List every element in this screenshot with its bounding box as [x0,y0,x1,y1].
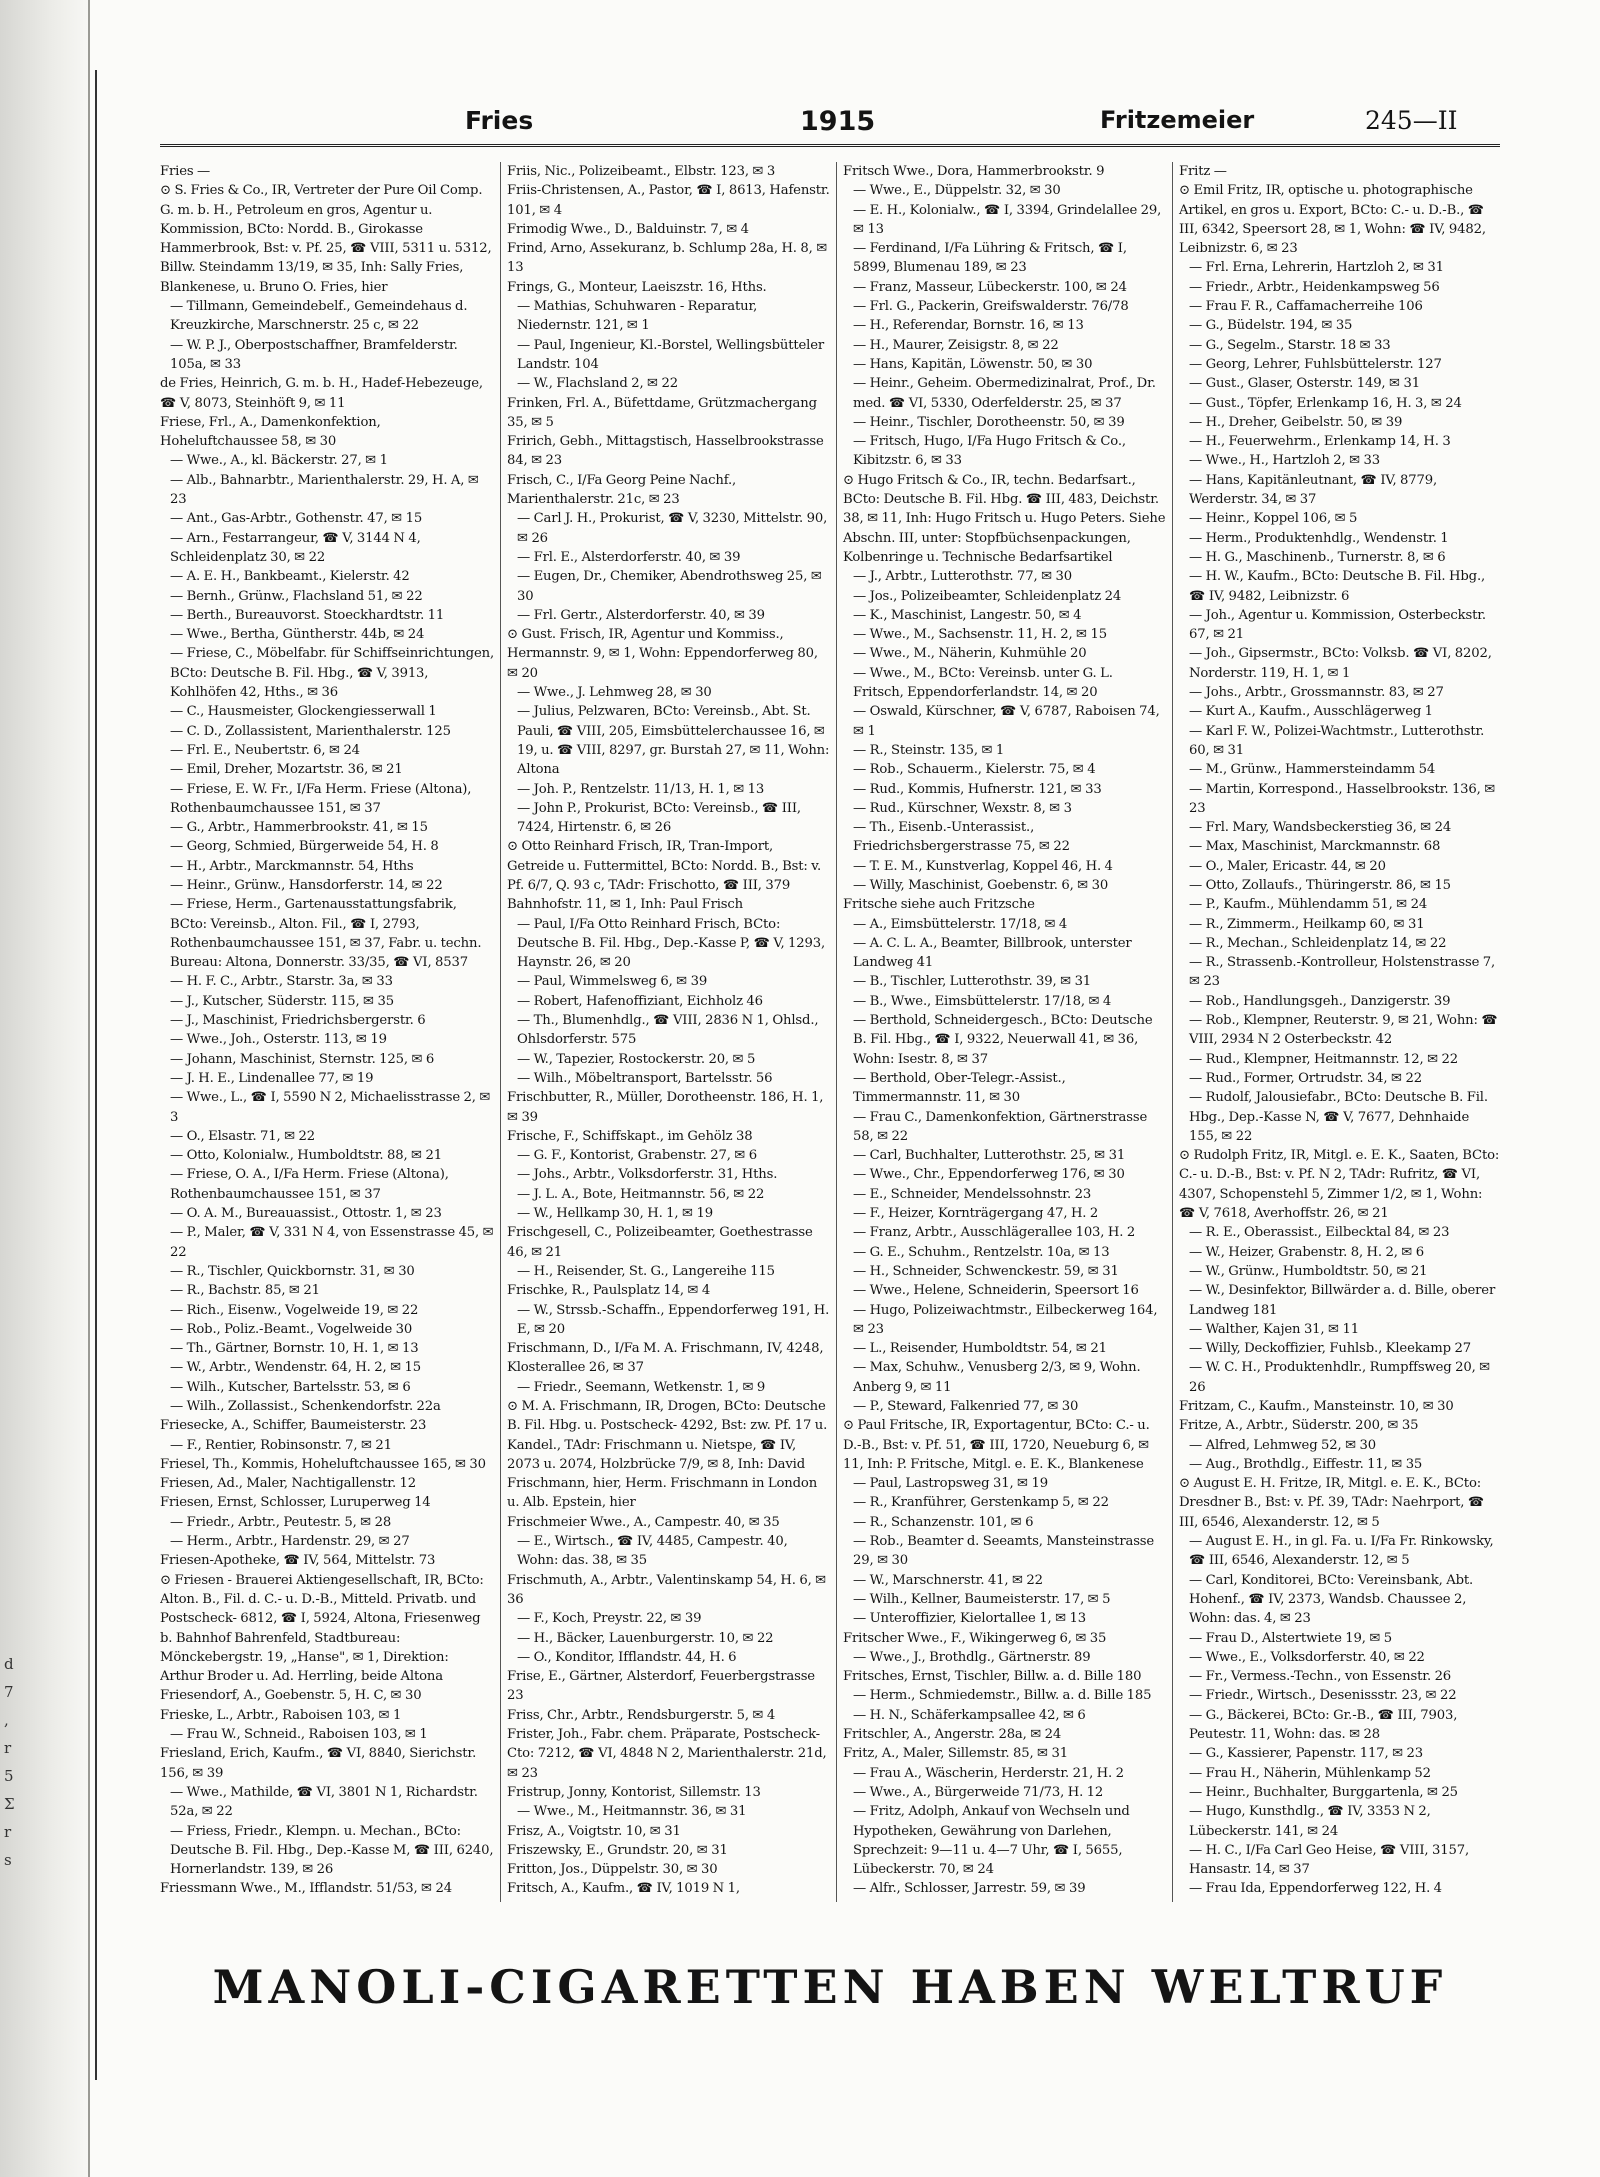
directory-entry: — A. C. L. A., Beamter, Billbrook, unterster Landweg 41 [853,935,1132,971]
directory-entry: — Hugo, Kunsthdlg., ☎ IV, 3353 N 2, Lübeckerstr. 141, ✉ 24 [1189,1804,1431,1839]
binding-rule [95,70,97,2080]
directory-entry: Frischmeier Wwe., A., Campestr. 40, ✉ 35 [507,1514,780,1530]
directory-entry: — Gust., Glaser, Osterstr. 149, ✉ 31 [1189,376,1420,392]
directory-entry: — Frau C., Damenkonfektion, Gärtnerstrasse 58, ✉ 22 [853,1109,1148,1144]
directory-entry: — Th., Gärtner, Bornstr. 10, H. 1, ✉ 13 [170,1341,419,1357]
directory-entry: — R., Bachstr. 85, ✉ 21 [170,1283,320,1299]
directory-entry: Fritsch, A., Kaufm., ☎ IV, 1019 N 1, [507,1881,740,1897]
directory-entry: Fritsche siehe auch Fritzsche [843,897,1035,913]
directory-entry: — H., Maurer, Zeisigstr. 8, ✉ 22 [853,337,1059,353]
directory-entry: — H. G., Maschinenb., Turnerstr. 8, ✉ 6 [1189,549,1446,565]
directory-entry: — Emil, Dreher, Mozartstr. 36, ✉ 21 [170,762,403,778]
directory-page [160,100,1500,2090]
directory-entry: — Berthold, Schneidergesch., BCto: Deutsche B. Fil. Hbg., ☎ I, 9322, Neuerwall 41, ✉ 36, Wohn: Isestr. 8, ✉ 37 [853,1013,1153,1067]
directory-entry: — Alb., Bahnarbtr., Marienthalerstr. 29, H. A, ✉ 23 [170,472,479,508]
directory-entry: — Julius, Pelzwaren, BCto: Vereinsb., Abt. St. Pauli, ☎ VIII, 205, Eimsbüttelerchaussee 16, ✉ 19, u. ☎ VIII, 8297, gr. Burstah 27, ✉ 11, Wohn: Altona [517,704,830,778]
directory-entry: Frings, G., Monteur, Laeiszstr. 16, Hths. [507,279,767,295]
directory-entry: — Ant., Gas-Arbtr., Gothenstr. 47, ✉ 15 [170,511,423,527]
directory-entry: — Wwe., J. Lehmweg 28, ✉ 30 [517,685,712,701]
column-1 [160,162,494,1902]
directory-entry: — Gust., Töpfer, Erlenkamp 16, H. 3, ✉ 24 [1189,395,1462,411]
directory-entry: — Aug., Brothdlg., Eiffestr. 11, ✉ 35 [1189,1456,1423,1472]
directory-entry: ⊙ Otto Reinhard Frisch, IR, Tran-Import, Getreide u. Futtermittel, BCto: Nordd. B., Bst: v. Pf. 6/7, Q. 93 c, TAdr: Frischotto, ☎ III, 379 Bahnhofstr. 11, ✉ 1, Inh: Paul Frisch [507,839,822,913]
directory-entry: — Th., Blumenhdlg., ☎ VIII, 2836 N 1, Ohlsd., Ohlsdorferstr. 575 [517,1013,819,1048]
directory-entry: — Wwe., M., Näherin, Kuhmühle 20 [853,646,1087,662]
directory-entry: Frischmuth, A., Arbtr., Valentinskamp 54, H. 6, ✉ 36 [507,1572,827,1607]
directory-entry: — Joh., Agentur u. Kommission, Osterbeckstr. 67, ✉ 21 [1189,607,1486,643]
directory-entry: — Karl F. W., Polizei-Wachtmstr., Lutterothstr. 60, ✉ 31 [1189,723,1485,758]
directory-entry: — Berthold, Ober-Telegr.-Assist., Timmermannstr. 11, ✉ 30 [853,1070,1066,1106]
directory-entry: ⊙ Emil Fritz, IR, optische u. photographische Artikel, en gros u. Export, BCto: C.- u. D.-B., ☎ III, 6342, Speersort 28, ✉ 1, Wohn: ☎ IV, 9482, Leibnizstr. 6, ✉ 23 [1179,183,1486,257]
directory-entry: — Mathias, Schuhwaren - Reparatur, Niedernstr. 121, ✉ 1 [517,299,758,334]
directory-entry: Friesland, Erich, Kaufm., ☎ VI, 8840, Sierichstr. 156, ✉ 39 [160,1746,477,1781]
margin-char: d [4,1655,14,1673]
directory-entry: — O., Elsastr. 71, ✉ 22 [170,1128,316,1144]
directory-entry: — W., Arbtr., Wendenstr. 64, H. 2, ✉ 15 [170,1360,422,1376]
directory-entry: — Wwe., M., Heitmannstr. 36, ✉ 31 [517,1804,747,1820]
directory-entry: — Frau Ida, Eppendorferweg 122, H. 4 [1189,1881,1442,1897]
directory-entry: ⊙ S. Fries & Co., IR, Vertreter der Pure Oil Comp. G. m. b. H., Petroleum en gros, Agentur u. Kommission, BCto: Nordd. B., Girokasse Hammerbrook, Bst: v. Pf. 25, ☎ VIII, 5311 u. 5312, Billw. Steindamm 13/19, ✉ 35, Inh: Sally Fries, Blankenese, u. Bruno O. Fries, hier [160,183,492,295]
margin-char: , [4,1711,9,1729]
directory-entry: — Rich., Eisenw., Vogelweide 19, ✉ 22 [170,1302,419,1318]
column-4 [1172,162,1500,1902]
directory-entry: — G., Bäckerei, BCto: Gr.-B., ☎ III, 7903, Peutestr. 11, Wohn: das. ✉ 28 [1189,1707,1458,1743]
directory-entry: — Frl. Erna, Lehrerin, Hartzloh 2, ✉ 31 [1189,260,1444,276]
directory-entry: — Frau D., Alstertwiete 19, ✉ 5 [1189,1630,1393,1646]
advertisement-banner: MANOLI-CIGARETTEN HABEN WELTRUF [212,1960,1448,2014]
directory-entry: — H., Reisender, St. G., Langereihe 115 [517,1263,775,1279]
directory-entry: Friesen-Apotheke, ☎ IV, 564, Mittelstr. 73 [160,1553,436,1569]
directory-entry: — H. N., Schäferkampsallee 42, ✉ 6 [853,1707,1086,1723]
directory-entry: — Heinr., Geheim. Obermedizinalrat, Prof., Dr. med. ☎ VI, 5330, Oderfelderstr. 25, ✉ 37 [853,376,1156,411]
directory-entry: — R., Schanzenstr. 101, ✉ 6 [853,1514,1034,1530]
directory-entry: — Wwe., E., Volksdorferstr. 40, ✉ 22 [1189,1649,1425,1665]
directory-entry: — Walther, Kajen 31, ✉ 11 [1189,1321,1359,1337]
directory-entry: — Kurt A., Kaufm., Ausschlägerweg 1 [1189,704,1433,720]
directory-entry: — H. W., Kaufm., BCto: Deutsche B. Fil. Hbg., ☎ IV, 9482, Leibnizstr. 6 [1189,569,1486,604]
directory-entry: — Rud., Kommis, Hufnerstr. 121, ✉ 33 [853,781,1102,797]
directory-entry: — Herm., Schmiedemstr., Billw. a. d. Bille 185 [853,1688,1152,1704]
directory-entry: — Rud., Kürschner, Wexstr. 8, ✉ 3 [853,800,1072,816]
directory-entry: Fristrup, Jonny, Kontorist, Sillemstr. 13 [507,1784,761,1800]
directory-entry: — J., Arbtr., Lutterothstr. 77, ✉ 30 [853,569,1072,585]
directory-entry: ⊙ Paul Fritsche, IR, Exportagentur, BCto: C.- u. D.-B., Bst: v. Pf. 51, ☎ III, 1720, Neueburg 6, ✉ 11, Inh: P. Fritsche, Mitgl. e. E. K., Blankenese [843,1418,1150,1472]
directory-entry: — Georg, Lehrer, Fuhlsbüttelerstr. 127 [1189,356,1442,372]
directory-entry: — H. C., I/Fa Carl Geo Heise, ☎ VIII, 3157, Hansastr. 14, ✉ 37 [1189,1842,1469,1878]
directory-entry: — Wwe., A., Bürgerweide 71/73, H. 12 [853,1784,1104,1800]
directory-entry: — G. F., Kontorist, Grabenstr. 27, ✉ 6 [517,1148,757,1164]
directory-entry [160,1899,494,1902]
margin-char: Σ [4,1795,15,1813]
directory-entry: Fritschler, A., Angerstr. 28a, ✉ 24 [843,1727,1062,1743]
directory-entry: ⊙ M. A. Frischmann, IR, Drogen, BCto: Deutsche B. Fil. Hbg. u. Postscheck- 4292, Bst: zw. Pf. 17 u. Kandel., TAdr: Frischmann u. Nietspe, ☎ IV, 2073 u. 2074, Holzbrücke 7/9, ✉ 8, Inh: David Frischmann, hier, Herm. Frischmann in London u. Alb. Epstein, hier [507,1399,828,1511]
margin-char: 5 [4,1767,14,1785]
directory-entry: — J., Kutscher, Süderstr. 115, ✉ 35 [170,993,394,1009]
directory-entry: — Fr., Vermess.-Techn., von Essenstr. 26 [1189,1669,1452,1685]
directory-entry: Fritsch Wwe., Dora, Hammerbrookstr. 9 [843,164,1105,179]
margin-char: r [4,1823,12,1841]
directory-entry: — Friedr., Wirtsch., Desenissstr. 23, ✉ 22 [1189,1688,1457,1704]
directory-entry: — Paul, Lastropsweg 31, ✉ 19 [853,1476,1048,1492]
directory-entry: — Friese, O. A., I/Fa Herm. Friese (Altona), Rothenbaumchaussee 151, ✉ 37 [170,1167,449,1202]
directory-entry: — Friese, C., Möbelfabr. für Schiffseinrichtungen, BCto: Deutsche B. Fil. Hbg., ☎ V, 3913, Kohlhöfen 42, Hths., ✉ 36 [170,646,494,701]
directory-entry: — Tillmann, Gemeindebelf., Gemeindehaus d. Kreuzkirche, Marschnerstr. 25 c, ✉ 22 [170,299,468,334]
directory-entry: — Max, Schuhw., Venusberg 2/3, ✉ 9, Wohn. Anberg 9, ✉ 11 [853,1360,1141,1395]
directory-entry: — Fritsch, Hugo, I/Fa Hugo Fritsch & Co., Kibitzstr. 6, ✉ 33 [853,434,1126,469]
directory-entry: — H., Feuerwehrm., Erlenkamp 14, H. 3 [1189,434,1451,450]
directory-entry: — Max, Maschinist, Marckmannstr. 68 [1189,839,1441,855]
column-2 [500,162,830,1902]
directory-entry: Fritton, Jos., Düppelstr. 30, ✉ 30 [507,1862,718,1878]
directory-columns [160,162,1500,1902]
directory-entry: — Willy, Maschinist, Goebenstr. 6, ✉ 30 [853,877,1109,893]
directory-entry: — Wwe., Mathilde, ☎ VI, 3801 N 1, Richardstr. 52a, ✉ 22 [170,1784,478,1820]
directory-entry: ⊙ August E. H. Fritze, IR, Mitgl. e. E. K., BCto: Dresdner B., Bst: v. Pf. 39, TAdr: Naehrport, ☎ III, 6546, Alexanderstr. 12, ✉ 5 [1179,1476,1485,1530]
directory-entry: — Jos., Polizeibeamter, Schleidenplatz 24 [853,588,1122,604]
directory-entry: — Herm., Arbtr., Hardenstr. 29, ✉ 27 [170,1534,410,1550]
directory-entry: Fritscher Wwe., F., Wikingerweg 6, ✉ 35 [843,1630,1107,1646]
directory-entry: — Frl. E., Neubertstr. 6, ✉ 24 [170,742,360,758]
directory-entry: — W. P. J., Oberpostschaffner, Bramfelderstr. 105a, ✉ 33 [170,337,458,372]
directory-entry: ⊙ Gust. Frisch, IR, Agentur und Kommiss., Hermannstr. 9, ✉ 1, Wohn: Eppendorferweg 80, ✉ 20 [507,627,818,681]
directory-entry: — A. E. H., Bankbeamt., Kielerstr. 42 [170,569,410,585]
directory-entry: — Rob., Beamter d. Seeamts, Mansteinstrasse 29, ✉ 30 [853,1534,1155,1569]
directory-entry: Frieske, L., Arbtr., Raboisen 103, ✉ 1 [160,1707,402,1723]
directory-entry: de Fries, Heinrich, G. m. b. H., Hadef-Hebezeuge, ☎ V, 8073, Steinhöft 9, ✉ 11 [160,376,483,411]
directory-entry: — John P., Prokurist, BCto: Vereinsb., ☎ III, 7424, Hirtenstr. 6, ✉ 26 [517,800,801,836]
directory-entry [1179,1899,1500,1902]
directory-entry: — Willy, Deckoffizier, Fuhlsb., Kleekamp 27 [1189,1341,1471,1357]
directory-entry: — L., Reisender, Humboldtstr. 54, ✉ 21 [853,1341,1107,1357]
directory-entry: Friessmann Wwe., M., Ifflandstr. 51/53, ✉ 24 [160,1881,452,1897]
directory-entry: Frische, F., Schiffskapt., im Gehölz 38 [507,1128,753,1144]
directory-entry: — P., Kaufm., Mühlendamm 51, ✉ 24 [1189,897,1428,913]
directory-entry: — Fritz, Adolph, Ankauf von Wechseln und Hypotheken, Gewährung von Darlehen, Sprechzeit: 9—11 u. 4—7 Uhr, ☎ I, 5655, Lübeckerstr. 70, ✉ 24 [853,1804,1130,1878]
directory-entry: — Wwe., E., Düppelstr. 32, ✉ 30 [853,183,1061,199]
directory-entry: — Franz, Arbtr., Ausschlägerallee 103, H. 2 [853,1225,1136,1241]
directory-entry: — R., Zimmerm., Heilkamp 60, ✉ 31 [1189,916,1425,932]
directory-entry: — Herm., Produktenhdlg., Wendenstr. 1 [1189,530,1449,546]
directory-entry: ⊙ Hugo Fritsch & Co., IR, techn. Bedarfsart., BCto: Deutsche B. Fil. Hbg. ☎ III, 483, Deichstr. 38, ✉ 11, Inh: Hugo Fritsch u. Hugo Peters. Siehe Abschn. III, unter: Stopfbüchsenpackungen, Kolbenringe u. Technische Bedarfsartikel [843,472,1166,565]
directory-entry: — Georg, Schmied, Bürgerweide 54, H. 8 [170,839,439,855]
directory-entry: — R., Kranführer, Gerstenkamp 5, ✉ 22 [853,1495,1109,1511]
directory-entry: Fries — [160,164,211,179]
directory-entry: Friesel, Th., Kommis, Hoheluftchaussee 165, ✉ 30 [160,1456,486,1472]
directory-entry: — J., Maschinist, Friedrichsbergerstr. 6 [170,1013,426,1029]
directory-entry: — Friese, E. W. Fr., I/Fa Herm. Friese (Altona), Rothenbaumchaussee 151, ✉ 37 [170,781,472,816]
directory-entry: — Wwe., L., ☎ I, 5590 N 2, Michaelisstrasse 2, ✉ 3 [170,1090,491,1125]
directory-entry: — Wwe., Helene, Schneiderin, Speersort 16 [853,1283,1139,1299]
directory-entry: — Wwe., H., Hartzloh 2, ✉ 33 [1189,453,1381,469]
directory-entry: — Rob., Klempner, Reuterstr. 9, ✉ 21, Wohn: ☎ VIII, 2934 N 2 Osterbeckstr. 42 [1189,1013,1498,1048]
directory-entry: Frischbutter, R., Müller, Dorotheenstr. 186, H. 1, ✉ 39 [507,1090,824,1125]
directory-entry: — H., Referendar, Bornstr. 16, ✉ 13 [853,318,1084,334]
directory-entry: — Frau A., Wäscherin, Herderstr. 21, H. 2 [853,1765,1124,1781]
directory-entry: — Johann, Maschinist, Sternstr. 125, ✉ 6 [170,1051,435,1067]
directory-entry: — C., Hausmeister, Glockengiesserwall 1 [170,704,437,720]
directory-entry: — Wwe., Chr., Eppendorferweg 176, ✉ 30 [853,1167,1125,1183]
directory-entry: Friese, Frl., A., Damenkonfektion, Hoheluftchaussee 58, ✉ 30 [160,414,381,450]
directory-entry: Fritz, A., Maler, Sillemstr. 85, ✉ 31 [843,1746,1068,1762]
directory-entry: Friesen, Ernst, Schlosser, Luruperweg 14 [160,1495,431,1511]
directory-entry: — A., Eimsbüttelerstr. 17/18, ✉ 4 [853,916,1068,932]
directory-entry: Frisch, C., I/Fa Georg Peine Nachf., Marienthalerstr. 21c, ✉ 23 [507,472,737,508]
directory-entry: — W., Flachsland 2, ✉ 22 [517,376,678,392]
directory-entry: Frimodig Wwe., D., Balduinstr. 7, ✉ 4 [507,221,749,237]
page-header [160,100,1500,147]
margin-char: r [4,1739,12,1757]
directory-entry: — Wwe., M., Sachsenstr. 11, H. 2, ✉ 15 [853,627,1107,643]
directory-entry: — Martin, Korrespond., Hasselbrookstr. 136, ✉ 23 [1189,781,1496,816]
directory-entry: — R., Tischler, Quickbornstr. 31, ✉ 30 [170,1263,415,1279]
directory-entry [843,1899,1166,1902]
directory-entry: Fritz — [1179,164,1227,179]
directory-entry: — Otto, Zollaufs., Thüringerstr. 86, ✉ 15 [1189,877,1451,893]
directory-entry: Friesen, Ad., Maler, Nachtigallenstr. 12 [160,1476,417,1492]
directory-entry: — Wilh., Möbeltransport, Bartelsstr. 56 [517,1070,773,1086]
directory-entry: — O. A. M., Bureauassist., Ottostr. 1, ✉ 23 [170,1206,442,1222]
directory-entry: — Arn., Festarrangeur, ☎ V, 3144 N 4, Schleidenplatz 30, ✉ 22 [170,530,421,565]
directory-entry: — Wwe., Joh., Osterstr. 113, ✉ 19 [170,1032,387,1048]
directory-entry: — W., Tapezier, Rostockerstr. 20, ✉ 5 [517,1051,756,1067]
directory-entry: Frischke, R., Paulsplatz 14, ✉ 4 [507,1283,711,1299]
header-right-keyword: Fritzemeier [1100,106,1255,134]
directory-entry: — Hans, Kapitän, Löwenstr. 50, ✉ 30 [853,356,1093,372]
directory-entry: — Wwe., A., kl. Bäckerstr. 27, ✉ 1 [170,453,388,469]
directory-entry: Friszewsky, E., Grundstr. 20, ✉ 31 [507,1842,728,1858]
directory-entry: — Carl, Konditorei, BCto: Vereinsbank, Abt. Hohenf., ☎ IV, 2373, Wandsb. Chaussee 2, Wohn: das. 4, ✉ 23 [1189,1572,1474,1627]
directory-entry: — Friess, Friedr., Klempn. u. Mechan., BCto: Deutsche B. Fil. Hbg., Dep.-Kasse M, ☎ III, 6240, Hornerlandstr. 139, ✉ 26 [170,1823,494,1878]
directory-entry: — P., Maler, ☎ V, 331 N 4, von Essenstrasse 45, ✉ 22 [170,1225,494,1260]
directory-entry: — E., Schneider, Mendelssohnstr. 23 [853,1186,1092,1202]
header-left-keyword: Fries [465,106,534,135]
directory-entry: — R., Steinstr. 135, ✉ 1 [853,742,1005,758]
directory-entry: — W., Strssb.-Schaffn., Eppendorferweg 191, H. E, ✉ 20 [517,1302,830,1337]
directory-entry: Fritzam, C., Kaufm., Mansteinstr. 10, ✉ 30 [1179,1399,1454,1414]
directory-entry: Fritsches, Ernst, Tischler, Billw. a. d. Bille 180 [843,1669,1142,1685]
directory-entry: — F., Rentier, Robinsonstr. 7, ✉ 21 [170,1437,392,1453]
directory-entry: — R. E., Oberassist., Eilbecktal 84, ✉ 23 [1189,1225,1450,1241]
header-year: 1915 [800,106,876,137]
directory-entry: — B., Wwe., Eimsbüttelerstr. 17/18, ✉ 4 [853,993,1112,1009]
directory-entry: — E. H., Kolonialw., ☎ I, 3394, Grindelallee 29, ✉ 13 [853,202,1162,237]
directory-entry: — Wilh., Kutscher, Bartelsstr. 53, ✉ 6 [170,1379,411,1395]
directory-entry: — G., Segelm., Starstr. 18 ✉ 33 [1189,337,1391,353]
directory-entry: Frischmann, D., I/Fa M. A. Frischmann, IV, 4248, Klosterallee 26, ✉ 37 [507,1341,824,1376]
directory-entry: Friis, Nic., Polizeibeamt., Elbstr. 123, ✉ 3 [507,164,776,179]
directory-entry: — Johs., Arbtr., Grossmannstr. 83, ✉ 27 [1189,685,1444,701]
directory-entry: — K., Maschinist, Langestr. 50, ✉ 4 [853,607,1082,623]
directory-entry: — August E. H., in gl. Fa. u. I/Fa Fr. Rinkowsky, ☎ III, 6546, Alexanderstr. 12, ✉ 5 [1189,1534,1494,1569]
directory-entry: — Eugen, Dr., Chemiker, Abendrothsweg 25, ✉ 30 [517,569,822,604]
directory-entry: — Ferdinand, I/Fa Lühring & Fritsch, ☎ I, 5899, Blumenau 189, ✉ 23 [853,241,1127,276]
directory-entry: — W., Heizer, Grabenstr. 8, H. 2, ✉ 6 [1189,1244,1424,1260]
directory-entry: — G., Arbtr., Hammerbrookstr. 41, ✉ 15 [170,820,428,836]
directory-entry: — W., Desinfektor, Billwärder a. d. Bille, oberer Landweg 181 [1189,1283,1496,1318]
directory-entry: — H. F. C., Arbtr., Starstr. 3a, ✉ 33 [170,974,393,990]
directory-entry: — W., Hellkamp 30, H. 1, ✉ 19 [517,1206,713,1222]
directory-entry: — Frau H., Näherin, Mühlenkamp 52 [1189,1765,1431,1781]
directory-entry: Frise, E., Gärtner, Alsterdorf, Feuerbergstrasse 23 [507,1669,815,1704]
directory-entry: — Berth., Bureauvorst. Stoeckhardtstr. 11 [170,607,445,623]
directory-entry: — Joh. P., Rentzelstr. 11/13, H. 1, ✉ 13 [517,781,765,797]
directory-entry: — Frau F. R., Caffamacherreihe 106 [1189,299,1423,315]
directory-entry: — G. E., Schuhm., Rentzelstr. 10a, ✉ 13 [853,1244,1110,1260]
directory-entry: — Unteroffizier, Kielortallee 1, ✉ 13 [853,1611,1087,1627]
directory-entry: — Otto, Kolonialw., Humboldtstr. 88, ✉ 21 [170,1148,442,1164]
directory-entry: — E., Wirtsch., ☎ IV, 4485, Campestr. 40, Wohn: das. 38, ✉ 35 [517,1534,788,1569]
directory-entry: — H., Dreher, Geibelstr. 50, ✉ 39 [1189,414,1403,430]
directory-entry: — Rob., Schauerm., Kielerstr. 75, ✉ 4 [853,762,1096,778]
directory-entry: — Johs., Arbtr., Volksdorferstr. 31, Hths. [517,1167,778,1183]
directory-entry: — Friedr., Arbtr., Heidenkampsweg 56 [1189,279,1440,295]
directory-entry: — H., Bäcker, Lauenburgerstr. 10, ✉ 22 [517,1630,774,1646]
directory-entry: — Frau W., Schneid., Raboisen 103, ✉ 1 [170,1727,428,1743]
directory-entry: — H., Schneider, Schwenckestr. 59, ✉ 31 [853,1263,1119,1279]
directory-entry: Frischgesell, C., Polizeibeamter, Goethestrasse 46, ✉ 21 [507,1225,813,1260]
directory-entry: — Frl. Gertr., Alsterdorferstr. 40, ✉ 39 [517,607,765,623]
directory-entry: Frister, Joh., Fabr. chem. Präparate, Postscheck-Cto: 7212, ☎ VI, 4848 N 2, Marienthalerstr. 21d, ✉ 23 [507,1727,827,1781]
directory-entry: — P., Steward, Falkenried 77, ✉ 30 [853,1399,1079,1414]
directory-entry: Frind, Arno, Assekuranz, b. Schlump 28a, H. 8, ✉ 13 [507,241,828,276]
margin-characters [4,1650,24,1874]
directory-entry: — W., Marschnerstr. 41, ✉ 22 [853,1572,1043,1588]
directory-entry: — Hans, Kapitänleutnant, ☎ IV, 8779, Werderstr. 34, ✉ 37 [1189,472,1438,508]
directory-entry: — Wilh., Zollassist., Schenkendorfstr. 22a [170,1399,441,1414]
directory-entry: — Wilh., Kellner, Baumeisterstr. 17, ✉ 5 [853,1591,1111,1607]
directory-entry: — Wwe., Bertha, Güntherstr. 44b, ✉ 24 [170,627,425,643]
directory-entry: — F., Heizer, Kornträgergang 47, H. 2 [853,1206,1099,1222]
directory-entry: — Rud., Former, Ortrudstr. 34, ✉ 22 [1189,1070,1422,1086]
directory-entry: — G., Kassierer, Papenstr. 117, ✉ 23 [1189,1746,1424,1762]
directory-entry: — Alfr., Schlosser, Jarrestr. 59, ✉ 39 [853,1881,1086,1897]
directory-entry: — Carl J. H., Prokurist, ☎ V, 3230, Mittelstr. 90, ✉ 26 [517,511,828,546]
directory-entry: — C. D., Zollassistent, Marienthalerstr. 125 [170,723,451,739]
directory-entry: — Th., Eisenb.-Unterassist., Friedrichsbergerstrasse 75, ✉ 22 [853,820,1070,855]
directory-entry: — J. L. A., Bote, Heitmannstr. 56, ✉ 22 [517,1186,765,1202]
directory-entry: — Joh., Gipsermstr., BCto: Volksb. ☎ VI, 8202, Norderstr. 119, H. 1, ✉ 1 [1189,646,1492,681]
directory-entry: — Robert, Hafenoffiziant, Eichholz 46 [517,993,763,1009]
directory-entry: — Paul, Ingenieur, Kl.-Borstel, Wellingsbütteler Landstr. 104 [517,337,825,372]
directory-entry: Fritze, A., Arbtr., Süderstr. 200, ✉ 35 [1179,1418,1419,1434]
directory-entry: — R., Strassenb.-Kontrolleur, Holstenstrasse 7, ✉ 23 [1189,955,1496,990]
directory-entry: Frinken, Frl. A., Büfettdame, Grützmachergang 35, ✉ 5 [507,395,817,430]
directory-entry: — T. E. M., Kunstverlag, Koppel 46, H. 4 [853,858,1113,874]
directory-entry: — Frl. Mary, Wandsbeckerstieg 36, ✉ 24 [1189,820,1452,836]
directory-entry: — W. C. H., Produktenhdlr., Rumpffsweg 20, ✉ 26 [1189,1360,1491,1395]
directory-entry: — Frl. G., Packerin, Greifswalderstr. 76/78 [853,299,1129,315]
directory-entry: Friss, Chr., Arbtr., Rendsburgerstr. 5, ✉ 4 [507,1707,776,1723]
directory-entry: — R., Mechan., Schleidenplatz 14, ✉ 22 [1189,935,1447,951]
directory-entry: — Rud., Klempner, Heitmannstr. 12, ✉ 22 [1189,1051,1458,1067]
directory-entry: — Hugo, Polizeiwachtmstr., Eilbeckerweg 164, ✉ 23 [853,1302,1158,1337]
directory-entry: — F., Koch, Preystr. 22, ✉ 39 [517,1611,702,1627]
directory-entry: — Carl, Buchhalter, Lutterothstr. 25, ✉ 31 [853,1148,1126,1164]
directory-entry: Friesecke, A., Schiffer, Baumeisterstr. 23 [160,1418,427,1434]
directory-entry: — W., Grünw., Humboldtstr. 50, ✉ 21 [1189,1263,1428,1279]
directory-entry: Friesendorf, A., Goebenstr. 5, H. C, ✉ 30 [160,1688,422,1704]
margin-char: 7 [4,1683,14,1701]
directory-entry: — Paul, I/Fa Otto Reinhard Frisch, BCto: Deutsche B. Fil. Hbg., Dep.-Kasse P, ☎ V, 1293, Haynstr. 26, ✉ 20 [517,916,826,971]
directory-entry: — Rob., Handlungsgeh., Danzigerstr. 39 [1189,993,1451,1009]
directory-entry: — Wwe., M., BCto: Vereinsb. unter G. L. Fritsch, Eppendorferlandstr. 14, ✉ 20 [853,665,1113,701]
margin-char: s [4,1851,12,1869]
directory-entry: Friis-Christensen, A., Pastor, ☎ I, 8613, Hafenstr. 101, ✉ 4 [507,183,830,218]
directory-entry: — O., Maler, Ericastr. 44, ✉ 20 [1189,858,1386,874]
column-3 [836,162,1166,1902]
directory-entry: — Bernh., Grünw., Flachsland 51, ✉ 22 [170,588,423,604]
directory-entry: — M., Grünw., Hammersteindamm 54 [1189,762,1436,778]
directory-entry: — Heinr., Buchhalter, Burggartenla, ✉ 25 [1189,1784,1458,1800]
directory-entry: Fririch, Gebh., Mittagstisch, Hasselbrookstrasse 84, ✉ 23 [507,434,824,469]
directory-entry: — B., Tischler, Lutterothstr. 39, ✉ 31 [853,974,1092,990]
directory-entry: — Friedr., Arbtr., Peutestr. 5, ✉ 28 [170,1514,392,1530]
directory-entry: — H., Arbtr., Marckmannstr. 54, Hths [170,858,414,874]
page-number: 245—II [1365,106,1458,135]
directory-entry: — Rob., Poliz.-Beamt., Vogelweide 30 [170,1321,413,1337]
directory-entry: — G., Büdelstr. 194, ✉ 35 [1189,318,1353,334]
directory-entry: Frisz, A., Voigtstr. 10, ✉ 31 [507,1823,681,1839]
directory-entry: — Friedr., Seemann, Wetkenstr. 1, ✉ 9 [517,1379,766,1395]
directory-entry: — Paul, Wimmelsweg 6, ✉ 39 [517,974,708,990]
directory-entry: — Heinr., Tischler, Dorotheenstr. 50, ✉ 39 [853,414,1125,430]
directory-entry: — Rudolf, Jalousiefabr., BCto: Deutsche B. Fil. Hbg., Dep.-Kasse N, ☎ V, 7677, Dehnhaide 155, ✉ 22 [1189,1090,1488,1144]
directory-entry: — Heinr., Koppel 106, ✉ 5 [1189,511,1358,527]
directory-entry: — Franz, Masseur, Lübeckerstr. 100, ✉ 24 [853,279,1127,295]
directory-entry: — Friese, Herm., Gartenausstattungsfabrik, BCto: Vereinsb., Alton. Fil., ☎ I, 2793, Rothenbaumchaussee 151, ✉ 37, Fabr. u. techn. Bureau: Altona, Donnerstr. 33/35, ☎ VI, 8537 [170,897,482,971]
directory-entry: — Heinr., Grünw., Hansdorferstr. 14, ✉ 22 [170,877,443,893]
directory-entry: ⊙ Friesen - Brauerei Aktiengesellschaft, IR, BCto: Alton. B., Fil. d. C.- u. D.-B., Mitteld. Privatb. und Postscheck- 6812, ☎ I, 5924, Altona, Friesenweg b. Bahnhof Bahrenfeld, Stadtbureau: Mönckebergstr. 19, „Hanse", ✉ 1, Direktion: Arthur Broder u. Ad. Herrling, beide Altona [160,1572,484,1685]
directory-entry: — Wwe., J., Brothdlg., Gärtnerstr. 89 [853,1649,1091,1665]
directory-entry: — Frl. E., Alsterdorferstr. 40, ✉ 39 [517,549,741,565]
directory-entry: — Alfred, Lehmweg 52, ✉ 30 [1189,1437,1377,1453]
directory-entry: ⊙ Rudolph Fritz, IR, Mitgl. e. E. K., Saaten, BCto: C.- u. D.-B., Bst: v. Pf. N 2, TAdr: Rufritz, ☎ VI, 4307, Schopenstehl 5, Zimmer 1/2, ✉ 1, Wohn: ☎ V, 7618, Averhoffstr. 26, ✉ 21 [1179,1148,1500,1222]
directory-entry: — O., Konditor, Ifflandstr. 44, H. 6 [517,1649,737,1665]
directory-entry: — J. H. E., Lindenallee 77, ✉ 19 [170,1070,374,1086]
directory-entry: — Oswald, Kürschner, ☎ V, 6787, Raboisen 74, ✉ 1 [853,704,1160,739]
